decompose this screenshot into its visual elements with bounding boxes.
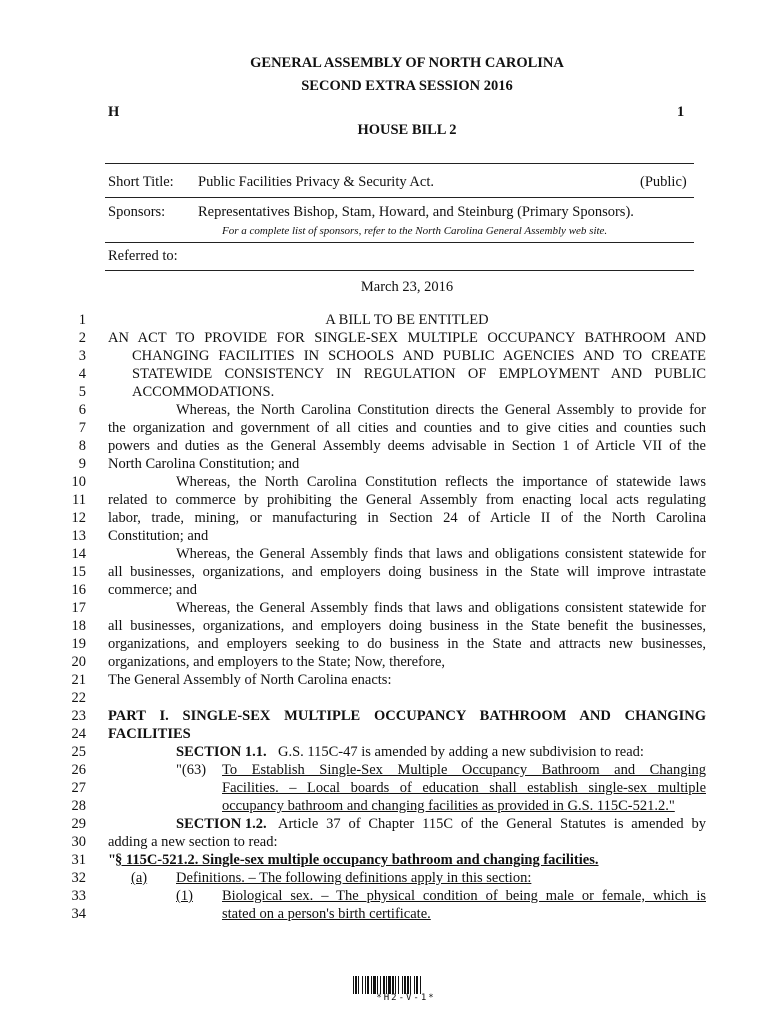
barcode-bar: [373, 976, 376, 994]
line-number: 11: [72, 492, 86, 508]
line-number: 31: [71, 852, 86, 868]
whereas-clause: Whereas, the North Carolina Constitution reflects the importance of statewide laws: [176, 474, 706, 490]
divider: [105, 163, 694, 164]
subsection-label: (a): [131, 870, 148, 886]
line-number: 32: [71, 870, 86, 886]
act-title-line: AN ACT TO PROVIDE FOR SINGLE-SEX MULTIPLE OCCUPANCY BATHROOM AND: [108, 330, 706, 346]
barcode-bar: [410, 976, 411, 994]
line-number: 22: [71, 690, 86, 706]
body-line: Constitution; and: [108, 528, 209, 544]
act-title-line: STATEWIDE CONSISTENCY IN REGULATION OF EMPLOYMENT AND PUBLIC: [132, 366, 706, 382]
line-number: 13: [71, 528, 86, 544]
barcode-bar: [420, 976, 421, 994]
body-line: organizations, and employers seeking to do business in the State and attracts new businesses,: [108, 636, 706, 652]
subdivision-label: (1): [176, 888, 193, 904]
version-mark: 1: [677, 104, 685, 120]
inserted-text: Facilities. – Local boards of education shall establish single-sex multiple: [222, 780, 706, 796]
sponsors-label: Sponsors:: [108, 204, 166, 220]
line-number: 25: [71, 744, 86, 760]
part-heading: FACILITIES: [108, 726, 191, 742]
barcode-bar: [377, 976, 378, 994]
barcode-bars: [352, 976, 460, 994]
barcode-bar: [383, 976, 385, 994]
line-number: 20: [71, 654, 86, 670]
body-line: labor, trade, mining, or manufacturing in Section 24 of Article II of the North Carolina: [108, 510, 706, 526]
short-title: Public Facilities Privacy & Security Act.: [198, 174, 434, 190]
body-line: all businesses, organizations, and employers doing business in the State will improve intrastate: [108, 564, 706, 580]
barcode-bar: [355, 976, 357, 994]
inserted-text: Biological sex. – The physical condition of being male or female, which is: [222, 888, 706, 904]
bill-heading: A BILL TO BE ENTITLED: [325, 312, 489, 328]
line-number: 21: [71, 672, 86, 688]
barcode-bar: [402, 976, 403, 994]
body-line: organizations, and employers to the State; Now, therefore,: [108, 654, 446, 670]
line-number: 1: [78, 312, 86, 328]
line-number: 3: [78, 348, 86, 364]
short-title-label: Short Title:: [108, 174, 174, 190]
line-number: 28: [71, 798, 86, 814]
line-number: 5: [78, 384, 86, 400]
body-line: North Carolina Constitution; and: [108, 456, 300, 472]
referred-label: Referred to:: [108, 248, 178, 264]
act-title-line: CHANGING FACILITIES IN SCHOOLS AND PUBLIC AGENCIES AND TO CREATE: [132, 348, 706, 364]
section-number: SECTION 1.1.: [176, 744, 267, 760]
barcode-bar: [371, 976, 372, 994]
line-number: 16: [71, 582, 86, 598]
barcode-bar: [392, 976, 394, 994]
line-number: 6: [78, 402, 86, 418]
whereas-clause: Whereas, the General Assembly finds that laws and obligations consistent statewide for: [176, 600, 706, 616]
divider: [105, 270, 694, 271]
barcode-bar: [367, 976, 369, 994]
inserted-text: stated on a person's birth certificate.: [222, 906, 431, 922]
line-number: 10: [71, 474, 86, 490]
divider: [105, 197, 694, 198]
line-number: 15: [71, 564, 86, 580]
body-line: powers and duties as the General Assembly deems advisable in Section 1 of Article VII of the: [108, 438, 706, 454]
barcode-bar: [353, 976, 354, 994]
barcode-bar: [362, 976, 363, 994]
barcode-bar: [398, 976, 399, 994]
inserted-text: To Establish Single-Sex Multiple Occupancy Bathroom and Changing: [222, 762, 706, 778]
barcode-bar: [388, 976, 391, 994]
public-tag: (Public): [640, 174, 687, 190]
body-line: adding a new section to read:: [108, 834, 278, 850]
bill-title: HOUSE BILL 2: [357, 122, 457, 138]
line-number: 29: [71, 816, 86, 832]
line-number: 24: [71, 726, 86, 742]
barcode-bar: [414, 976, 415, 994]
whereas-clause: Whereas, the North Carolina Constitution directs the General Assembly to provide for: [176, 402, 706, 418]
divider: [105, 242, 694, 243]
whereas-clause: Whereas, the General Assembly finds that laws and obligations consistent statewide for: [176, 546, 706, 562]
line-number: 23: [71, 708, 86, 724]
barcode-bar: [358, 976, 359, 994]
act-title-line: ACCOMMODATIONS.: [132, 384, 275, 400]
bill-date: March 23, 2016: [360, 279, 454, 295]
section-number: SECTION 1.2.: [176, 816, 267, 832]
line-number: 2: [78, 330, 86, 346]
line-number: 14: [71, 546, 86, 562]
line-number: 33: [71, 888, 86, 904]
sponsors: Representatives Bishop, Stam, Howard, and Steinburg (Primary Sponsors).: [198, 204, 634, 220]
body-line: the organization and government of all cities and counties and to give cities and counties such: [108, 420, 706, 436]
line-number: 17: [71, 600, 86, 616]
inserted-text: Definitions. – The following definitions apply in this section:: [176, 870, 532, 886]
session-heading: SECOND EXTRA SESSION 2016: [301, 78, 513, 94]
subdivision-number: "(63): [176, 762, 207, 778]
assembly-heading: GENERAL ASSEMBLY OF NORTH CAROLINA: [250, 55, 564, 71]
part-heading: PART I. SINGLE-SEX MULTIPLE OCCUPANCY BATHROOM AND CHANGING: [108, 708, 706, 724]
line-number: 12: [71, 510, 86, 526]
body-line: all businesses, organizations, and employers doing business in the State benefit the businesses,: [108, 618, 706, 634]
barcode-bar: [380, 976, 381, 994]
line-number: 34: [71, 906, 86, 922]
line-number: 7: [78, 420, 86, 436]
enacting-clause: The General Assembly of North Carolina enacts:: [108, 672, 392, 688]
barcode-bar: [407, 976, 409, 994]
section-text: G.S. 115C-47 is amended by adding a new subdivision to read:: [278, 744, 644, 760]
section-text: Article 37 of Chapter 115C of the General Statutes is amended by: [278, 816, 706, 832]
line-number: 9: [78, 456, 86, 472]
barcode-bar: [365, 976, 366, 994]
sponsors-note: For a complete list of sponsors, refer to the North Carolina General Assembly web site.: [222, 225, 608, 237]
line-number: 4: [78, 366, 86, 382]
quote-mark: ": [108, 852, 117, 868]
barcode-text: *H2-V-1*: [376, 993, 436, 1003]
barcode-bar: [386, 976, 387, 994]
body-line: commerce; and: [108, 582, 197, 598]
line-number: 27: [71, 780, 86, 796]
barcode-bar: [395, 976, 396, 994]
line-number: 26: [71, 762, 86, 778]
barcode-bar: [404, 976, 406, 994]
new-section-heading: § 115C-521.2. Single-sex multiple occupancy bathroom and changing facilities.: [115, 852, 599, 868]
line-number: 18: [71, 618, 86, 634]
line-number: 8: [78, 438, 86, 454]
chamber-mark: H: [108, 104, 120, 120]
line-number: 30: [71, 834, 86, 850]
barcode-bar: [416, 976, 418, 994]
body-line: related to commerce by prohibiting the General Assembly from enacting local acts regulating: [108, 492, 706, 508]
inserted-text: occupancy bathroom and changing facilities as provided in G.S. 115C-521.2.": [222, 798, 675, 814]
line-number: 19: [71, 636, 86, 652]
